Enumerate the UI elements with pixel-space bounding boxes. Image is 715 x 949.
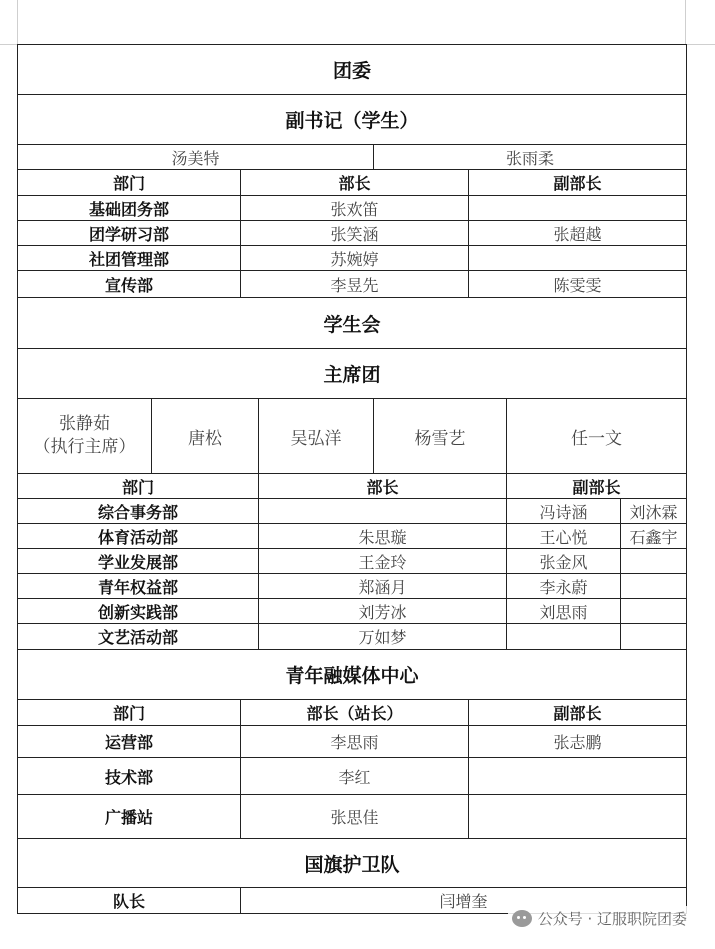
presidium-member: 唐松 xyxy=(152,399,259,474)
department-name: 创新实践部 xyxy=(18,599,259,624)
deputy-secretary-title: 副书记（学生） xyxy=(18,95,687,145)
minister-name: 王金玲 xyxy=(259,549,507,574)
department-name: 社团管理部 xyxy=(18,246,241,271)
minister-name: 郑涵月 xyxy=(259,574,507,599)
presidium-member: 杨雪艺 xyxy=(374,399,507,474)
department-name: 学业发展部 xyxy=(18,549,259,574)
vice-minister-name: 石鑫宇 xyxy=(621,524,687,549)
organization-table xyxy=(17,44,687,914)
minister-name: 刘芳冰 xyxy=(259,599,507,624)
minister-name: 李红 xyxy=(241,758,469,795)
presidium-title: 主席团 xyxy=(18,349,687,399)
vice-minister-name: 陈雯雯 xyxy=(469,271,687,298)
deputy-secretary-name: 张雨柔 xyxy=(374,145,687,170)
vice-minister-name xyxy=(469,246,687,271)
watermark-text: 公众号 · 辽服职院团委 xyxy=(537,910,687,928)
captain-label: 队长 xyxy=(18,888,241,914)
margin-mark-top-left xyxy=(0,44,17,45)
vice-minister-name xyxy=(621,599,687,624)
header-minister: 部长 xyxy=(241,170,469,196)
header-vice-minister: 副部长 xyxy=(469,700,687,726)
department-name: 宣传部 xyxy=(18,271,241,298)
vice-minister-name xyxy=(621,624,687,650)
vice-minister-name xyxy=(621,574,687,599)
vice-minister-name xyxy=(469,795,687,839)
margin-mark-right xyxy=(685,0,686,44)
vice-minister-name: 刘思雨 xyxy=(507,599,621,624)
margin-mark-top-right xyxy=(686,44,715,45)
department-name: 技术部 xyxy=(18,758,241,795)
header-department: 部门 xyxy=(18,170,241,196)
department-name: 体育活动部 xyxy=(18,524,259,549)
margin-mark-left xyxy=(17,0,18,44)
minister-name: 张笑涵 xyxy=(241,221,469,246)
vice-minister-name xyxy=(507,624,621,650)
minister-name: 李昱先 xyxy=(241,271,469,298)
vice-minister-name xyxy=(469,758,687,795)
department-name: 文艺活动部 xyxy=(18,624,259,650)
department-name: 综合事务部 xyxy=(18,499,259,524)
minister-name: 张欢笛 xyxy=(241,196,469,221)
captain-name: 闫增奎 xyxy=(241,888,687,914)
vice-minister-name: 王心悦 xyxy=(507,524,621,549)
header-vice-minister: 副部长 xyxy=(469,170,687,196)
minister-name xyxy=(259,499,507,524)
presidium-member: 任一文 xyxy=(507,399,687,474)
department-name: 基础团务部 xyxy=(18,196,241,221)
header-department: 部门 xyxy=(18,700,241,726)
section-title-media-center: 青年融媒体中心 xyxy=(18,650,687,700)
header-minister: 部长（站长） xyxy=(241,700,469,726)
vice-minister-name xyxy=(469,196,687,221)
minister-name: 万如梦 xyxy=(259,624,507,650)
section-title-youth-league: 团委 xyxy=(18,45,687,95)
department-name: 运营部 xyxy=(18,726,241,758)
watermark xyxy=(508,906,691,931)
vice-minister-name: 刘沐霖 xyxy=(621,499,687,524)
department-name: 广播站 xyxy=(18,795,241,839)
vice-minister-name: 李永蔚 xyxy=(507,574,621,599)
presidium-member xyxy=(18,399,152,474)
department-name: 团学研习部 xyxy=(18,221,241,246)
vice-minister-name: 张金风 xyxy=(507,549,621,574)
wechat-icon xyxy=(512,910,532,927)
deputy-secretary-name: 汤美特 xyxy=(18,145,374,170)
section-title-student-union: 学生会 xyxy=(18,298,687,349)
vice-minister-name: 张超越 xyxy=(469,221,687,246)
minister-name: 苏婉婷 xyxy=(241,246,469,271)
header-vice-minister: 副部长 xyxy=(507,474,687,499)
header-minister: 部长 xyxy=(259,474,507,499)
vice-minister-name xyxy=(621,549,687,574)
minister-name: 李思雨 xyxy=(241,726,469,758)
section-title-flag-guard: 国旗护卫队 xyxy=(18,839,687,888)
vice-minister-name: 冯诗涵 xyxy=(507,499,621,524)
vice-minister-name: 张志鹏 xyxy=(469,726,687,758)
minister-name: 张思佳 xyxy=(241,795,469,839)
minister-name: 朱思璇 xyxy=(259,524,507,549)
department-name: 青年权益部 xyxy=(18,574,259,599)
presidium-member-name: 张静茹 xyxy=(59,414,110,434)
presidium-member-role: （执行主席） xyxy=(33,437,136,457)
header-department: 部门 xyxy=(18,474,259,499)
presidium-member: 吴弘洋 xyxy=(259,399,374,474)
